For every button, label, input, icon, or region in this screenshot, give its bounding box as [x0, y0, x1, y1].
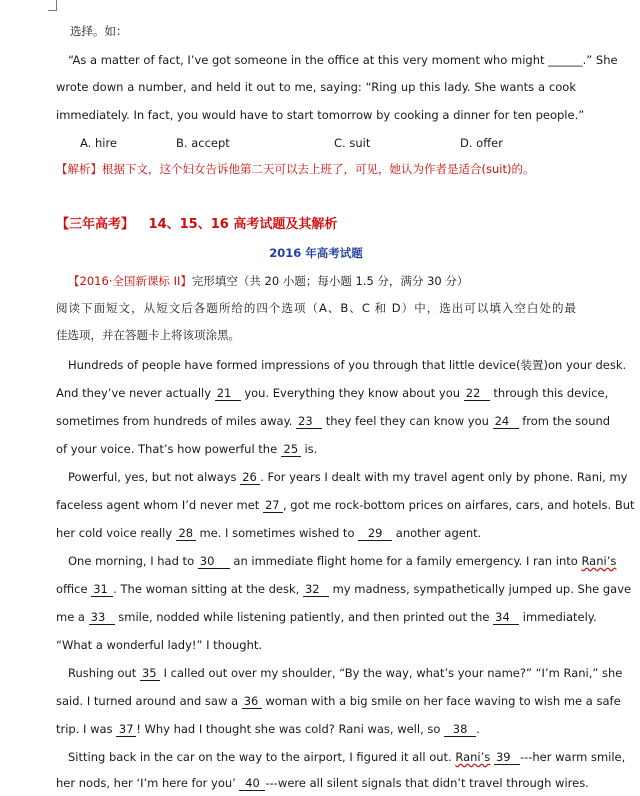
instruction-line-2: 佳选项，并在答题卡上将该项涂黑。 [56, 328, 240, 342]
blank-21: 21 [215, 386, 241, 401]
blank-37: 37 [116, 722, 136, 737]
p5-line-1: Sitting back in the car on the way to the airport, I figured it all out. Rani’s 39 ---her warm smile, [68, 750, 626, 764]
p3-line-3: me a 33 smile, nodded while listening patiently, and then printed out the 34 immediately. [56, 610, 597, 624]
p3-line-1: One morning, I had to 30 an immediate flight home for a family emergency. I ran into Rani’s [68, 554, 617, 568]
page-corner-mark [48, 0, 57, 11]
blank-32: 32 [303, 582, 329, 597]
question-source: 【2016·全国新课标 II】 [68, 274, 192, 288]
blank-22: 22 [464, 386, 490, 401]
blank-27: 27 [263, 498, 283, 513]
blank-23: 23 [296, 414, 322, 429]
p3-line-4: “What a wonderful lady!” I thought. [56, 638, 263, 652]
blank-29: 29 [358, 526, 392, 541]
blank-26: 26 [240, 470, 260, 485]
example-line-3: immediately. In fact, you would have to start tomorrow by cooking a dinner for ten people.” [56, 108, 585, 122]
name-ranis-2: Rani’s [455, 750, 491, 764]
intro-label: 选择。如： [70, 24, 128, 38]
blank-34: 34 [493, 610, 519, 625]
blank-28: 28 [176, 526, 196, 541]
option-b: B. accept [176, 136, 230, 150]
p2-line-2: faceless agent whom I’d never met 27 , got me rock-bottom prices on airfares, cars, and hotels. But [56, 498, 635, 512]
blank-31: 31 [91, 582, 113, 597]
example-line-1: “As a matter of fact, I’ve got someone in the office at this very moment who might ______.” She [68, 53, 618, 67]
blank-33: 33 [89, 610, 115, 625]
p1-line-1: Hundreds of people have formed impressions of you through that little device(装置)on your desk. [68, 358, 627, 372]
year-title: 2016 年高考试题 [269, 246, 363, 260]
p1-line-4: of your voice. That’s how powerful the 25 is. [56, 442, 318, 456]
blank-24: 24 [493, 414, 519, 429]
blank-30: 30 [198, 554, 230, 569]
blank-25: 25 [281, 442, 301, 457]
p1-line-3: sometimes from hundreds of miles away. 23 they feel they can know you 24 from the sound [56, 414, 611, 428]
blank-39: 39 [494, 750, 520, 765]
example-line-2: wrote down a number, and held it out to me, saying: “Ring up this lady. She wants a cook [56, 80, 576, 94]
blank-36: 36 [242, 694, 262, 709]
blank-35: 35 [140, 666, 160, 681]
section-header [56, 218, 576, 232]
instruction-line-1: 阅读下面短文，从短文后各题所给的四个选项（A、B、C 和 D）中，选出可以填入空白处的最 [56, 301, 576, 315]
p2-line-1: Powerful, yes, but not always 26 . For years I dealt with my travel agent only by phone. Rani, my [68, 470, 628, 484]
section-bracket: 【三年高考】 [56, 217, 135, 232]
p4-line-1: Rushing out 35 I called out over my shoulder, “By the way, what’s your name?” “I’m Rani,” she [68, 666, 623, 680]
p1-line-2: And they’ve never actually 21 you. Everything they know about you 22 through this device, [56, 386, 609, 400]
question-header [68, 274, 588, 288]
name-ranis: Rani’s [581, 554, 617, 568]
p4-line-3: trip. I was 37 ! Why had I thought she was cold? Rani was, well, so 38 . [56, 722, 480, 736]
option-a: A. hire [80, 136, 118, 150]
blank-40: 40 [239, 776, 265, 791]
option-d: D. offer [460, 136, 503, 150]
question-header-text: 完形填空（共 20 小题；每小题 1.5 分，满分 30 分） [191, 274, 469, 288]
p5-line-2: her nods, her ‘I’m here for you’ 40 ---were all silent signals that didn’t travel through wires. [56, 776, 589, 790]
p3-line-2: office 31 . The woman sitting at the desk, 32 my madness, sympathetically jumped up. She gave [56, 582, 632, 596]
analysis-text: 【解析】根据下文，这个妇女告诉他第二天可以去上班了，可见，她认为作者是适合(suit)的。 [56, 162, 535, 176]
p4-line-2: said. I turned around and saw a 36 woman with a big smile on her face waving to wish me a safe [56, 694, 621, 708]
p2-line-3: her cold voice really 28 me. I sometimes wished to 29 another agent. [56, 526, 482, 540]
blank-38: 38 [444, 722, 476, 737]
option-c: C. suit [334, 136, 371, 150]
section-header-text: 14、15、16 高考试题及其解析 [148, 217, 338, 232]
